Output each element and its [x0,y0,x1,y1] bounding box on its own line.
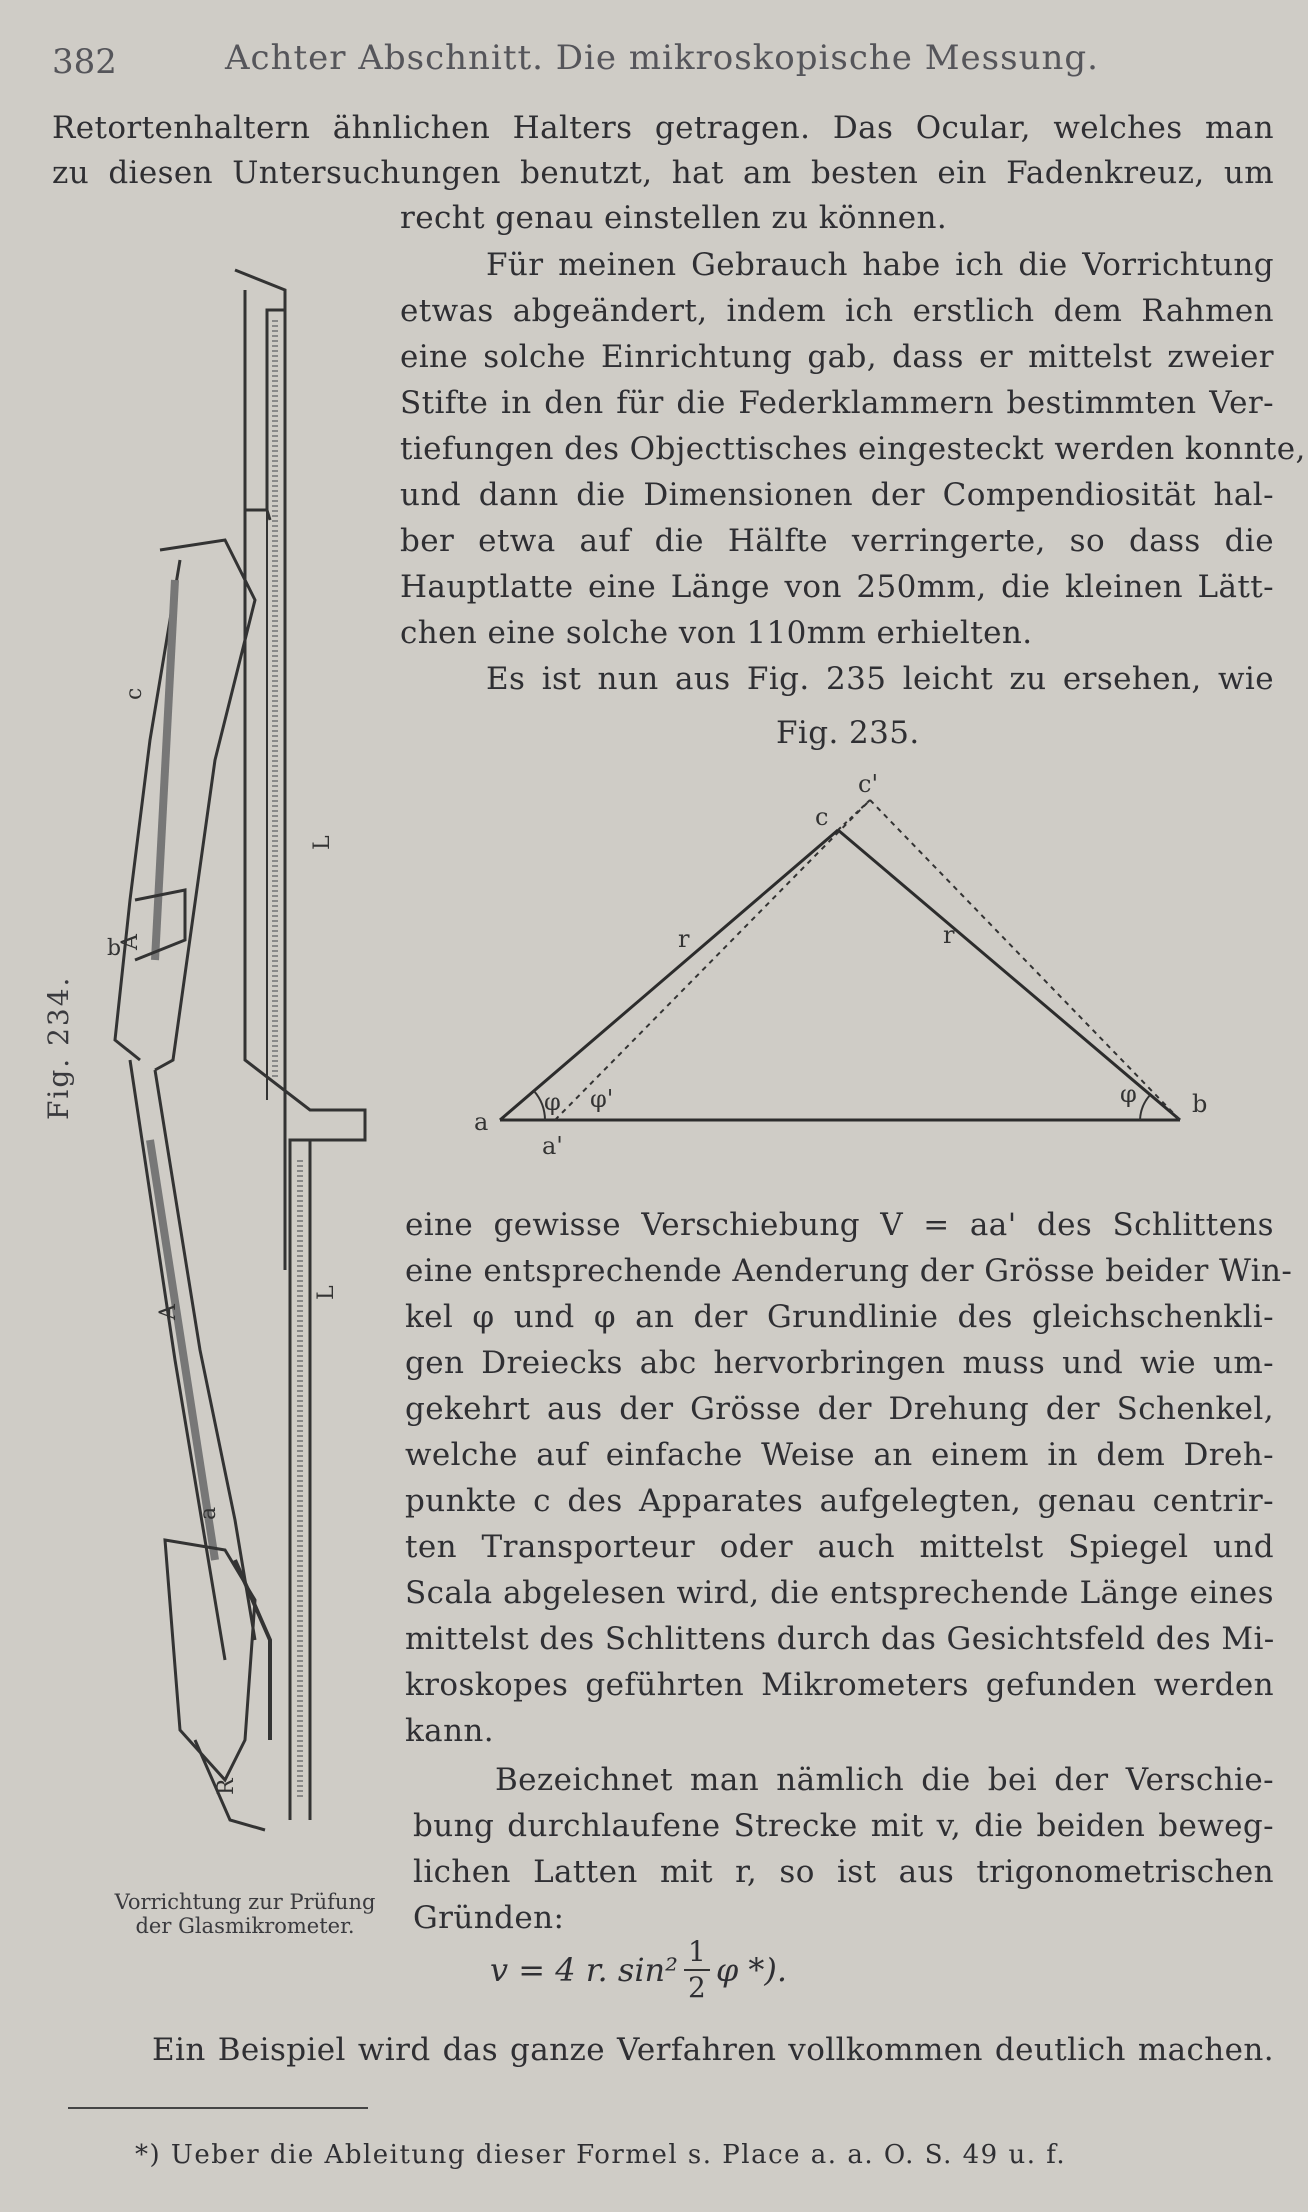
arm-a-lower [130,1060,225,1660]
text-line: eine gewisse Verschiebung V = aa' des Schlittens [405,1207,1274,1243]
label-phi-prime: φ' [590,1085,614,1113]
label-b: b [1192,1090,1208,1118]
formula-numerator: 1 [684,1935,710,1971]
fig234-letter-a-lower: A [156,1304,181,1320]
text-line: Scala abgelesen wird, die entsprechende Länge eines [405,1575,1274,1611]
text-line: Ein Beispiel wird das ganze Verfahren vollkommen deutlich machen. [152,2032,1274,2068]
fig234-letter-r: R [214,1778,239,1795]
text-line: gekehrt aus der Grösse der Drehung der Schenkel, [405,1391,1274,1427]
text-line: welche auf einfache Weise an einem in dem Dreh- [405,1437,1274,1473]
formula-denominator: 2 [687,1971,706,2004]
side-c-prime-b [870,800,1180,1120]
text-line: Stifte in den für die Federklammern bestimmten Ver- [400,385,1274,421]
fig234-letter-l-upper: L [310,835,335,850]
label-phi-left: φ [544,1088,561,1116]
footnote-rule [68,2107,368,2109]
footnote: *) Ueber die Ableitung dieser Formel s. Place a. a. O. S. 49 u. f. [135,2140,1067,2170]
text-line: und dann die Dimensionen der Compendiosität hal- [400,477,1274,513]
label-phi-right: φ [1120,1080,1137,1108]
text-line: mittelst des Schlittens durch das Gesichtsfeld des Mi- [405,1621,1275,1657]
text-line: gen Dreiecks abc hervorbringen muss und wie um- [405,1345,1274,1381]
text-line: kann. [405,1713,495,1749]
label-c: c [815,803,829,831]
fig235-diagram [460,770,1240,1170]
fig234-letter-a-upper: A [118,934,143,950]
text-line: recht genau einstellen zu können. [400,200,948,236]
arc-phi-right [1140,1095,1150,1120]
label-r-right: r [943,921,955,949]
text-line: Es ist nun aus Fig. 235 leicht zu ersehen, wie [486,661,1274,697]
text-line: Gründen: [413,1900,565,1936]
text-line: zu diesen Untersuchungen benutzt, hat am besten ein Fadenkreuz, um [52,155,1274,191]
text-line: ten Transporteur oder auch mittelst Spiegel und [405,1529,1274,1565]
label-c-prime: c' [858,770,879,798]
side-ac [500,830,838,1120]
label-a-prime: a' [542,1132,563,1160]
text-line: kroskopes geführten Mikrometers gefunden werden [405,1667,1274,1703]
text-line: punkte c des Apparates aufgelegten, genau centrir- [405,1483,1274,1519]
text-line: Bezeichnet man nämlich die bei der Verschie- [495,1762,1274,1798]
fig234-caption-line1: Vorrichtung zur Prüfung [114,1890,376,1914]
text-line: bung durchlaufene Strecke mit v, die beiden beweg- [413,1808,1274,1844]
text-line: Hauptlatte eine Länge von 250mm, die kleinen Lätt- [400,569,1274,605]
page-number: 382 [52,42,117,82]
formula-lhs: v = 4 r. sin² [490,1951,678,1989]
side-a-prime-c-prime [555,800,870,1120]
fig234-caption [80,1890,410,1938]
fig234-diagram [95,260,385,1850]
fig234-letter-b: b [107,936,122,961]
formula-rhs: φ *). [715,1951,788,1989]
running-title: Achter Abschnitt. Die mikroskopische Messung. [225,38,1099,78]
fig234-letter-a: a [196,1506,221,1520]
fig234-letter-l-lower: L [314,1285,339,1300]
text-line: lichen Latten mit r, so ist aus trigonometrischen [413,1854,1274,1890]
text-line: Für meinen Gebrauch habe ich die Vorrichtung [486,247,1274,283]
text-line: kel φ und φ an der Grundlinie des gleichschenkli- [405,1299,1274,1335]
formula [490,1935,787,2005]
fig235-title: Fig. 235. [776,715,920,751]
label-a: a [474,1108,489,1136]
fig234-caption-line2: der Glasmikrometer. [135,1914,355,1938]
text-line: chen eine solche von 110mm erhielten. [400,615,1033,651]
text-line: ber etwa auf die Hälfte verringerte, so dass die [400,523,1274,559]
text-line: eine solche Einrichtung gab, dass er mittelst zweier [400,339,1274,375]
fig234-letter-c: c [122,687,147,700]
fig234-label: Fig. 234. [42,975,75,1120]
text-line: Retortenhaltern ähnlichen Halters getragen. Das Ocular, welches man [52,110,1274,146]
text-line: tiefungen des Objecttisches eingesteckt werden konnte, [400,431,1306,467]
side-cb [838,830,1180,1120]
text-line: etwas abgeändert, indem ich erstlich dem Rahmen [400,293,1274,329]
formula-fraction [684,1935,710,2005]
label-r-left: r [678,925,690,953]
text-line: eine entsprechende Aenderung der Grösse beider Win- [405,1253,1293,1289]
